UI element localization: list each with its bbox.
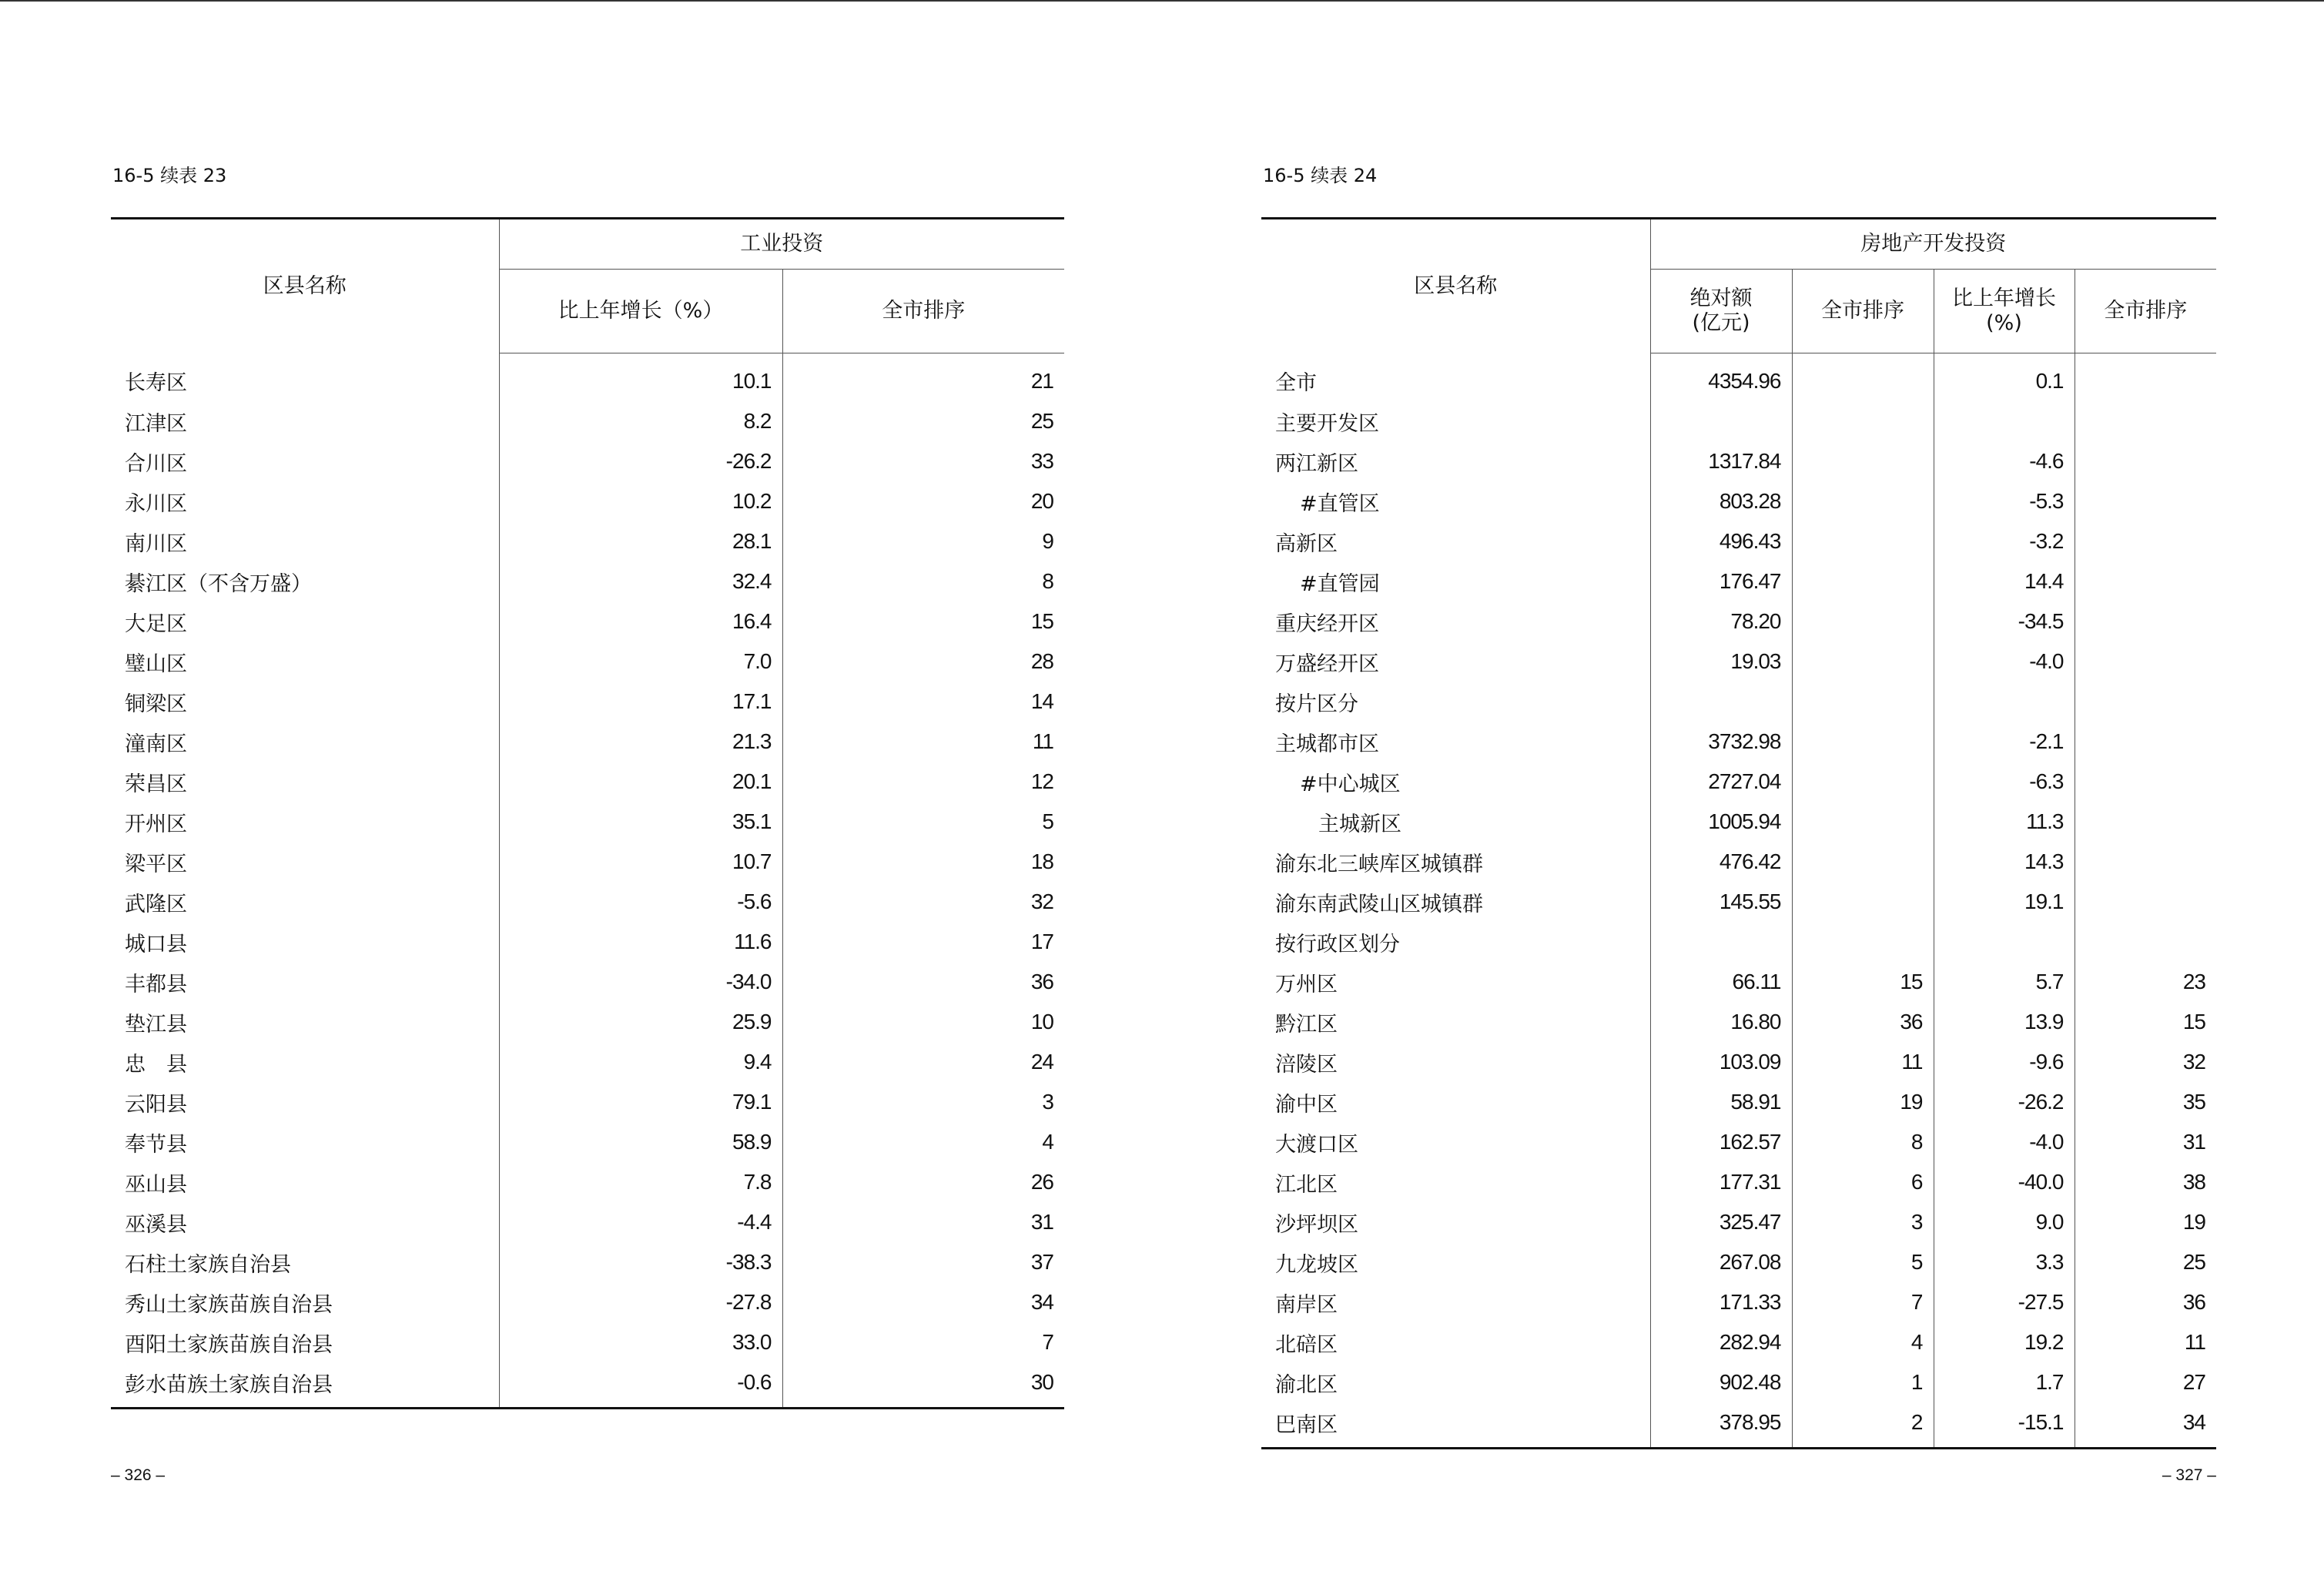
growth-rank-cell [2075,882,2216,922]
amount-cell: 267.08 [1650,1242,1792,1282]
district-name-cell: 云阳县 [125,1092,187,1117]
growth-cell: -5.3 [1934,481,2075,521]
table-row [1261,1122,2216,1162]
district-name-cell: #直管园 [1300,571,1380,596]
amount-rank-cell: 2 [1792,1402,1934,1449]
rank-cell: 36 [782,962,1064,1002]
growth-cell: 9.4 [499,1042,782,1082]
table-row [1261,1322,2216,1362]
growth-cell: -26.2 [499,441,782,481]
district-name-cell: 沙坪坝区 [1275,1212,1358,1237]
growth-cell: 25.9 [499,1002,782,1042]
table-title: 16-5 续表 23 [112,165,227,186]
column-header-amount: 绝对额 (亿元) [1650,270,1792,353]
amount-rank-cell [1792,642,1934,682]
district-name-cell: 开州区 [125,812,187,836]
amount-rank-cell [1792,842,1934,882]
growth-cell [1934,922,2075,962]
table-row [1261,1162,2216,1202]
growth-rank-cell [2075,802,2216,842]
table-row [111,802,1064,842]
amount-rank-cell [1792,521,1934,561]
amount-rank-cell [1792,722,1934,762]
district-name-cell: #直管区 [1300,491,1380,516]
growth-cell: 19.2 [1934,1322,2075,1362]
district-name-cell: 主城都市区 [1275,732,1379,756]
rank-cell: 15 [782,601,1064,642]
district-name-cell: 忠 县 [125,1052,187,1077]
amount-cell: 378.95 [1650,1402,1792,1449]
amount-rank-cell [1792,561,1934,601]
growth-cell: -4.4 [499,1202,782,1242]
growth-rank-cell: 32 [2075,1042,2216,1082]
district-name-cell: 南川区 [125,531,187,556]
growth-cell: -5.6 [499,882,782,922]
district-name-cell: 万州区 [1275,972,1338,997]
growth-rank-cell [2075,642,2216,682]
district-name-cell: 巫溪县 [125,1212,187,1237]
growth-rank-cell [2075,922,2216,962]
growth-cell: 5.7 [1934,962,2075,1002]
table-row [1261,1402,2216,1449]
growth-cell: 0.1 [1934,353,2075,402]
table-row [111,1082,1064,1122]
growth-rank-cell: 27 [2075,1362,2216,1402]
district-name-cell: 渝东北三峡库区城镇群 [1275,852,1483,876]
growth-cell: -26.2 [1934,1082,2075,1122]
table-title: 16-5 续表 24 [1263,165,1378,186]
amount-cell: 476.42 [1650,842,1792,882]
real-estate-investment-table [1261,217,2216,1449]
rank-cell: 28 [782,642,1064,682]
amount-cell: 19.03 [1650,642,1792,682]
district-name-cell: 主城新区 [1318,812,1401,836]
amount-cell: 78.20 [1650,601,1792,642]
growth-cell [1934,682,2075,722]
amount-rank-cell [1792,922,1934,962]
growth-cell: -2.1 [1934,722,2075,762]
amount-cell: 145.55 [1650,882,1792,922]
district-name-cell: 璧山区 [125,652,187,676]
table-row [111,1202,1064,1242]
amount-cell: 177.31 [1650,1162,1792,1202]
growth-rank-cell [2075,401,2216,441]
table-row [1261,1202,2216,1242]
growth-rank-cell [2075,353,2216,402]
district-name-cell: 巫山县 [125,1172,187,1197]
growth-rank-cell: 36 [2075,1282,2216,1322]
amount-cell: 496.43 [1650,521,1792,561]
growth-rank-cell [2075,682,2216,722]
growth-cell: -34.0 [499,962,782,1002]
table-row [1261,882,2216,922]
district-name-cell: 江北区 [1275,1172,1338,1197]
district-name-cell: 两江新区 [1275,451,1358,476]
amount-cell: 3732.98 [1650,722,1792,762]
growth-cell: 1.7 [1934,1362,2075,1402]
growth-rank-cell: 11 [2075,1322,2216,1362]
amount-rank-cell [1792,882,1934,922]
table-row [1261,1362,2216,1402]
amount-cell: 58.91 [1650,1082,1792,1122]
table-row [1261,1042,2216,1082]
table-header-row [111,219,1064,270]
amount-cell: 803.28 [1650,481,1792,521]
table-row [1261,1242,2216,1282]
district-name-cell: 九龙坡区 [1275,1252,1358,1277]
district-name-cell: 江津区 [125,411,187,436]
district-name-cell: 丰都县 [125,972,187,997]
rank-cell: 12 [782,762,1064,802]
amount-cell: 1005.94 [1650,802,1792,842]
growth-cell: 79.1 [499,1082,782,1122]
table-row [111,1362,1064,1409]
district-name-cell: 垫江县 [125,1012,187,1037]
district-name-cell: 合川区 [125,451,187,476]
district-name-cell: 武隆区 [125,892,187,916]
table-row [111,962,1064,1002]
growth-rank-cell [2075,441,2216,481]
amount-cell: 66.11 [1650,962,1792,1002]
growth-cell: 17.1 [499,682,782,722]
district-name-cell: 南岸区 [1275,1292,1338,1317]
amount-cell [1650,922,1792,962]
growth-rank-cell [2075,601,2216,642]
table-row [1261,401,2216,441]
growth-cell: -15.1 [1934,1402,2075,1449]
rank-cell: 30 [782,1362,1064,1409]
amount-rank-cell [1792,762,1934,802]
rank-cell: 10 [782,1002,1064,1042]
growth-cell: 10.1 [499,353,782,402]
table-row [1261,682,2216,722]
rank-cell: 5 [782,802,1064,842]
growth-rank-cell: 35 [2075,1082,2216,1122]
page-number: – 326 – [111,1466,166,1484]
table-row [111,353,1064,402]
district-name-cell: 铜梁区 [125,692,187,716]
rank-cell: 18 [782,842,1064,882]
district-name-cell: 潼南区 [125,732,187,756]
district-name-cell: #中心城区 [1300,772,1401,796]
column-header-growth: 比上年增长（%） [499,270,782,353]
amount-rank-cell: 7 [1792,1282,1934,1322]
amount-rank-cell: 1 [1792,1362,1934,1402]
growth-cell: 10.7 [499,842,782,882]
rank-cell: 7 [782,1322,1064,1362]
district-name-cell: 巴南区 [1261,1402,1650,1449]
district-name-cell: 按行政区划分 [1275,932,1400,956]
growth-cell: 10.2 [499,481,782,521]
rank-cell: 17 [782,922,1064,962]
growth-rank-cell [2075,842,2216,882]
district-name-cell: 长寿区 [125,371,187,396]
district-name-cell: 按片区分 [1275,692,1358,716]
table-row [111,1002,1064,1042]
rank-cell: 31 [782,1202,1064,1242]
amount-rank-cell: 36 [1792,1002,1934,1042]
growth-cell: -6.3 [1934,762,2075,802]
rank-cell: 33 [782,441,1064,481]
table-row [111,441,1064,481]
rank-cell: 21 [782,353,1064,402]
district-name-cell: 重庆经开区 [1275,611,1379,636]
growth-rank-cell [2075,521,2216,561]
amount-cell: 162.57 [1650,1122,1792,1162]
rank-cell: 20 [782,481,1064,521]
growth-rank-cell: 23 [2075,962,2216,1002]
growth-cell: -4.6 [1934,441,2075,481]
amount-rank-cell: 3 [1792,1202,1934,1242]
table-row [111,762,1064,802]
table-row [1261,1002,2216,1042]
table-row [1261,1082,2216,1122]
growth-cell: -27.5 [1934,1282,2075,1322]
district-name-cell: 全市 [1275,371,1317,396]
amount-cell: 902.48 [1650,1362,1792,1402]
district-name-cell: 北碚区 [1275,1332,1338,1357]
rank-cell: 34 [782,1282,1064,1322]
amount-rank-cell: 4 [1792,1322,1934,1362]
amount-cell: 171.33 [1650,1282,1792,1322]
rank-cell: 11 [782,722,1064,762]
district-name-cell: 酉阳土家族苗族自治县 [125,1332,333,1357]
top-border-rule [0,0,2324,2]
table-row [111,682,1064,722]
table-row [111,1322,1064,1362]
rank-cell: 3 [782,1082,1064,1122]
table-row [1261,1282,2216,1322]
table-row [1261,353,2216,402]
amount-cell [1650,682,1792,722]
table-row [1261,481,2216,521]
growth-rank-cell [2075,481,2216,521]
amount-rank-cell [1792,481,1934,521]
growth-rank-cell: 31 [2075,1122,2216,1162]
rank-cell: 4 [782,1122,1064,1162]
amount-rank-cell [1792,401,1934,441]
table-row [1261,802,2216,842]
table-row [111,722,1064,762]
district-name-cell: 涪陵区 [1275,1052,1338,1077]
amount-cell: 2727.04 [1650,762,1792,802]
table-row [1261,962,2216,1002]
growth-rank-cell [2075,722,2216,762]
growth-cell: 14.4 [1934,561,2075,601]
table-row [111,882,1064,922]
growth-cell: 20.1 [499,762,782,802]
table-row [1261,722,2216,762]
rank-cell: 26 [782,1162,1064,1202]
amount-rank-cell: 11 [1792,1042,1934,1082]
district-name-cell: 荣昌区 [125,772,187,796]
growth-cell: 35.1 [499,802,782,842]
growth-cell: 7.0 [499,642,782,682]
column-header-rank-amount: 全市排序 [1792,270,1934,353]
table-row [111,1282,1064,1322]
table-row [1261,521,2216,561]
growth-rank-cell: 15 [2075,1002,2216,1042]
column-header-district: 区县名称 [1261,219,1650,353]
table-row [111,1042,1064,1082]
district-name-cell: 万盛经开区 [1275,652,1379,676]
table-row [111,1122,1064,1162]
amount-rank-cell [1792,441,1934,481]
district-name-cell: 黔江区 [1275,1012,1338,1037]
district-name-cell: 渝东南武陵山区城镇群 [1275,892,1483,916]
table-row [111,1242,1064,1282]
district-name-cell: 秀山土家族苗族自治县 [125,1292,333,1317]
column-header-district: 区县名称 [111,219,499,353]
district-name-cell: 石柱土家族自治县 [125,1252,291,1277]
table-row [111,642,1064,682]
table-row [1261,441,2216,481]
district-name-cell: 梁平区 [125,852,187,876]
growth-cell: 19.1 [1934,882,2075,922]
table-row [111,601,1064,642]
growth-cell [1934,401,2075,441]
amount-cell: 325.47 [1650,1202,1792,1242]
rank-cell: 14 [782,682,1064,722]
table-row [111,922,1064,962]
table-row [111,481,1064,521]
growth-cell: 11.6 [499,922,782,962]
amount-rank-cell: 15 [1792,962,1934,1002]
district-name-cell: 永川区 [125,491,187,516]
table-row [111,561,1064,601]
growth-cell: -40.0 [1934,1162,2075,1202]
district-name-cell: 奉节县 [125,1132,187,1157]
growth-cell: 9.0 [1934,1202,2075,1242]
rank-cell: 37 [782,1242,1064,1282]
amount-rank-cell [1792,802,1934,842]
amount-cell: 16.80 [1650,1002,1792,1042]
growth-cell: -4.0 [1934,642,2075,682]
growth-cell: -0.6 [499,1362,782,1409]
column-header-rank: 全市排序 [782,270,1064,353]
growth-rank-cell: 38 [2075,1162,2216,1202]
table-header-row [1261,219,2216,270]
table-row [1261,601,2216,642]
growth-cell: 32.4 [499,561,782,601]
table-row [111,842,1064,882]
growth-cell: -3.2 [1934,521,2075,561]
district-name-cell: 大渡口区 [1275,1132,1358,1157]
growth-cell: 11.3 [1934,802,2075,842]
column-header-rank-growth: 全市排序 [2075,270,2216,353]
rank-cell: 24 [782,1042,1064,1082]
growth-cell: -27.8 [499,1282,782,1322]
district-name-cell: 城口县 [125,932,187,956]
rank-cell: 9 [782,521,1064,561]
amount-rank-cell [1792,682,1934,722]
growth-rank-cell: 34 [2075,1402,2216,1449]
table-row [111,1162,1064,1202]
column-header-growth: 比上年增长 (%) [1934,270,2075,353]
growth-cell: 8.2 [499,401,782,441]
table-row [111,521,1064,561]
growth-cell: -34.5 [1934,601,2075,642]
growth-cell: 16.4 [499,601,782,642]
rank-cell: 25 [782,401,1064,441]
growth-rank-cell [2075,762,2216,802]
district-name-cell: 主要开发区 [1275,411,1379,436]
growth-cell: 58.9 [499,1122,782,1162]
amount-cell: 176.47 [1650,561,1792,601]
amount-rank-cell: 8 [1792,1122,1934,1162]
growth-rank-cell: 19 [2075,1202,2216,1242]
industrial-investment-table [111,217,1064,1409]
growth-cell: 3.3 [1934,1242,2075,1282]
column-group-header: 房地产开发投资 [1650,219,2216,270]
growth-cell: -4.0 [1934,1122,2075,1162]
amount-rank-cell [1792,353,1934,402]
amount-cell: 4354.96 [1650,353,1792,402]
amount-cell: 1317.84 [1650,441,1792,481]
table-row [1261,561,2216,601]
amount-rank-cell: 19 [1792,1082,1934,1122]
amount-cell: 103.09 [1650,1042,1792,1082]
growth-rank-cell: 25 [2075,1242,2216,1282]
district-name-cell: 彭水苗族土家族自治县 [111,1362,499,1409]
amount-cell [1650,401,1792,441]
growth-cell: 14.3 [1934,842,2075,882]
amount-rank-cell: 5 [1792,1242,1934,1282]
growth-rank-cell [2075,561,2216,601]
growth-cell: 13.9 [1934,1002,2075,1042]
growth-cell: -38.3 [499,1242,782,1282]
amount-cell: 282.94 [1650,1322,1792,1362]
rank-cell: 32 [782,882,1064,922]
growth-cell: 33.0 [499,1322,782,1362]
district-name-cell: 渝中区 [1275,1092,1338,1117]
table-row [1261,642,2216,682]
district-name-cell: 綦江区（不含万盛） [125,571,312,596]
amount-rank-cell [1792,601,1934,642]
amount-rank-cell: 6 [1792,1162,1934,1202]
table-row [111,401,1064,441]
district-name-cell: 大足区 [125,611,187,636]
column-group-header: 工业投资 [499,219,1064,270]
page-number: – 327 – [2162,1466,2216,1484]
table-row [1261,762,2216,802]
district-name-cell: 高新区 [1275,531,1338,556]
growth-cell: -9.6 [1934,1042,2075,1082]
growth-cell: 21.3 [499,722,782,762]
table-row [1261,842,2216,882]
table-row [1261,922,2216,962]
district-name-cell: 渝北区 [1275,1372,1338,1397]
rank-cell: 8 [782,561,1064,601]
growth-cell: 28.1 [499,521,782,561]
growth-cell: 7.8 [499,1162,782,1202]
